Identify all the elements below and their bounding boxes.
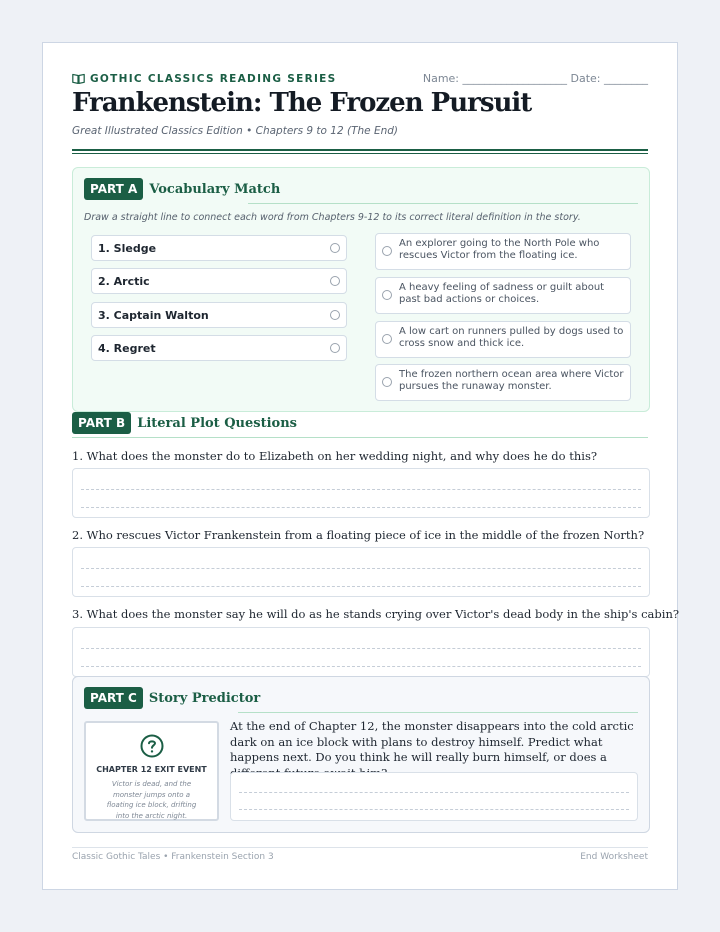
- answer-line: [81, 507, 641, 508]
- vocab-word-label: 3. Captain Walton: [98, 308, 209, 322]
- part-a-instructions: Draw a straight line to connect each word from Chapters 9-12 to its correct literal definition in the story.: [84, 212, 581, 223]
- question-text: 3. What does the monster say he will do as he stands crying over Victor's dead body in the ship's cabin?: [72, 607, 680, 621]
- open-book-icon: [72, 72, 85, 85]
- part-b-badge: PART B: [72, 412, 131, 434]
- series-label: [72, 72, 337, 85]
- question-circle-icon: [140, 734, 164, 758]
- answer-line: [81, 586, 641, 587]
- part-a-divider: [248, 203, 638, 204]
- part-a-badge: PART A: [84, 178, 143, 200]
- connector-dot[interactable]: [382, 246, 392, 256]
- vocab-definition-text: The frozen northern ocean area where Victor pursues the runaway monster.: [399, 369, 624, 392]
- question-text: 2. Who rescues Victor Frankenstein from a floating piece of ice in the middle of the frozen North?: [72, 528, 645, 542]
- answer-line: [81, 666, 641, 667]
- exit-event-card: [84, 721, 219, 821]
- vocab-definition[interactable]: [375, 364, 631, 401]
- footer-rule: [72, 847, 648, 848]
- vocab-word-label: 4. Regret: [98, 341, 156, 355]
- footer-right: End Worksheet: [580, 852, 648, 862]
- answer-line: [81, 648, 641, 649]
- part-b-title: Literal Plot Questions: [137, 415, 297, 431]
- part-a-header: [84, 178, 280, 200]
- prediction-answer-box[interactable]: [230, 772, 638, 821]
- part-c-badge: PART C: [84, 687, 143, 709]
- footer-left: Classic Gothic Tales • Frankenstein Section 3: [72, 852, 274, 862]
- exit-event-description: Victor is dead, and the monster jumps onto a floating ice block, drifting into the arctic night.: [106, 780, 197, 820]
- part-a-title: Vocabulary Match: [149, 181, 281, 197]
- connector-dot[interactable]: [330, 310, 340, 320]
- connector-dot[interactable]: [330, 243, 340, 253]
- name-date-field[interactable]: Name: ___________________ Date: ________: [422, 72, 648, 85]
- answer-box[interactable]: [72, 547, 650, 597]
- vocab-definition-text: An explorer going to the North Pole who rescues Victor from the floating ice.: [399, 238, 600, 261]
- worksheet: [42, 42, 678, 890]
- vocab-definition[interactable]: [375, 233, 631, 270]
- answer-box[interactable]: [72, 627, 650, 677]
- page-subtitle: Great Illustrated Classics Edition • Chapters 9 to 12 (The End): [72, 125, 399, 137]
- vocab-definition[interactable]: [375, 321, 631, 358]
- connector-dot[interactable]: [330, 276, 340, 286]
- predictor-prompt: At the end of Chapter 12, the monster disappears into the cold arctic dark on an ice block with plans to destroy himself. Predict what happens next. Do you think he will really burn himself, or does a: [230, 719, 634, 764]
- part-c-title: Story Predictor: [148, 690, 261, 706]
- part-c-panel: [72, 676, 650, 833]
- answer-line: [239, 792, 629, 793]
- vocab-word[interactable]: [91, 302, 347, 328]
- answer-line: [239, 809, 629, 810]
- exit-event-title: CHAPTER 12 EXIT EVENT: [96, 765, 207, 774]
- part-c-header: [84, 687, 260, 709]
- header-rule: [72, 149, 648, 151]
- vocab-definition-text: A low cart on runners pulled by dogs used to cross snow and thick ice.: [399, 326, 624, 349]
- connector-dot[interactable]: [330, 343, 340, 353]
- vocab-word[interactable]: [91, 235, 347, 261]
- vocab-definition-text: A heavy feeling of sadness or guilt about past bad actions or choices.: [399, 282, 605, 305]
- series-text: GOTHIC CLASSICS READING SERIES: [90, 72, 337, 85]
- answer-line: [81, 568, 641, 569]
- vocab-word-label: 2. Arctic: [98, 274, 150, 288]
- part-b-divider: [72, 437, 648, 438]
- part-c-divider: [238, 712, 638, 713]
- answer-line: [81, 489, 641, 490]
- answer-box[interactable]: [72, 468, 650, 518]
- connector-dot[interactable]: [382, 334, 392, 344]
- connector-dot[interactable]: [382, 377, 392, 387]
- part-a-panel: [72, 167, 650, 412]
- vocab-word[interactable]: [91, 268, 347, 294]
- part-b-header: [72, 412, 297, 434]
- vocab-word[interactable]: [91, 335, 347, 361]
- connector-dot[interactable]: [382, 290, 392, 300]
- page-title: Frankenstein: The Frozen Pursuit: [72, 88, 532, 118]
- header-rule-thin: [72, 153, 648, 154]
- vocab-definition[interactable]: [375, 277, 631, 314]
- vocab-word-label: 1. Sledge: [98, 241, 157, 255]
- question-text: 1. What does the monster do to Elizabeth on her wedding night, and why does he do this?: [72, 449, 598, 463]
